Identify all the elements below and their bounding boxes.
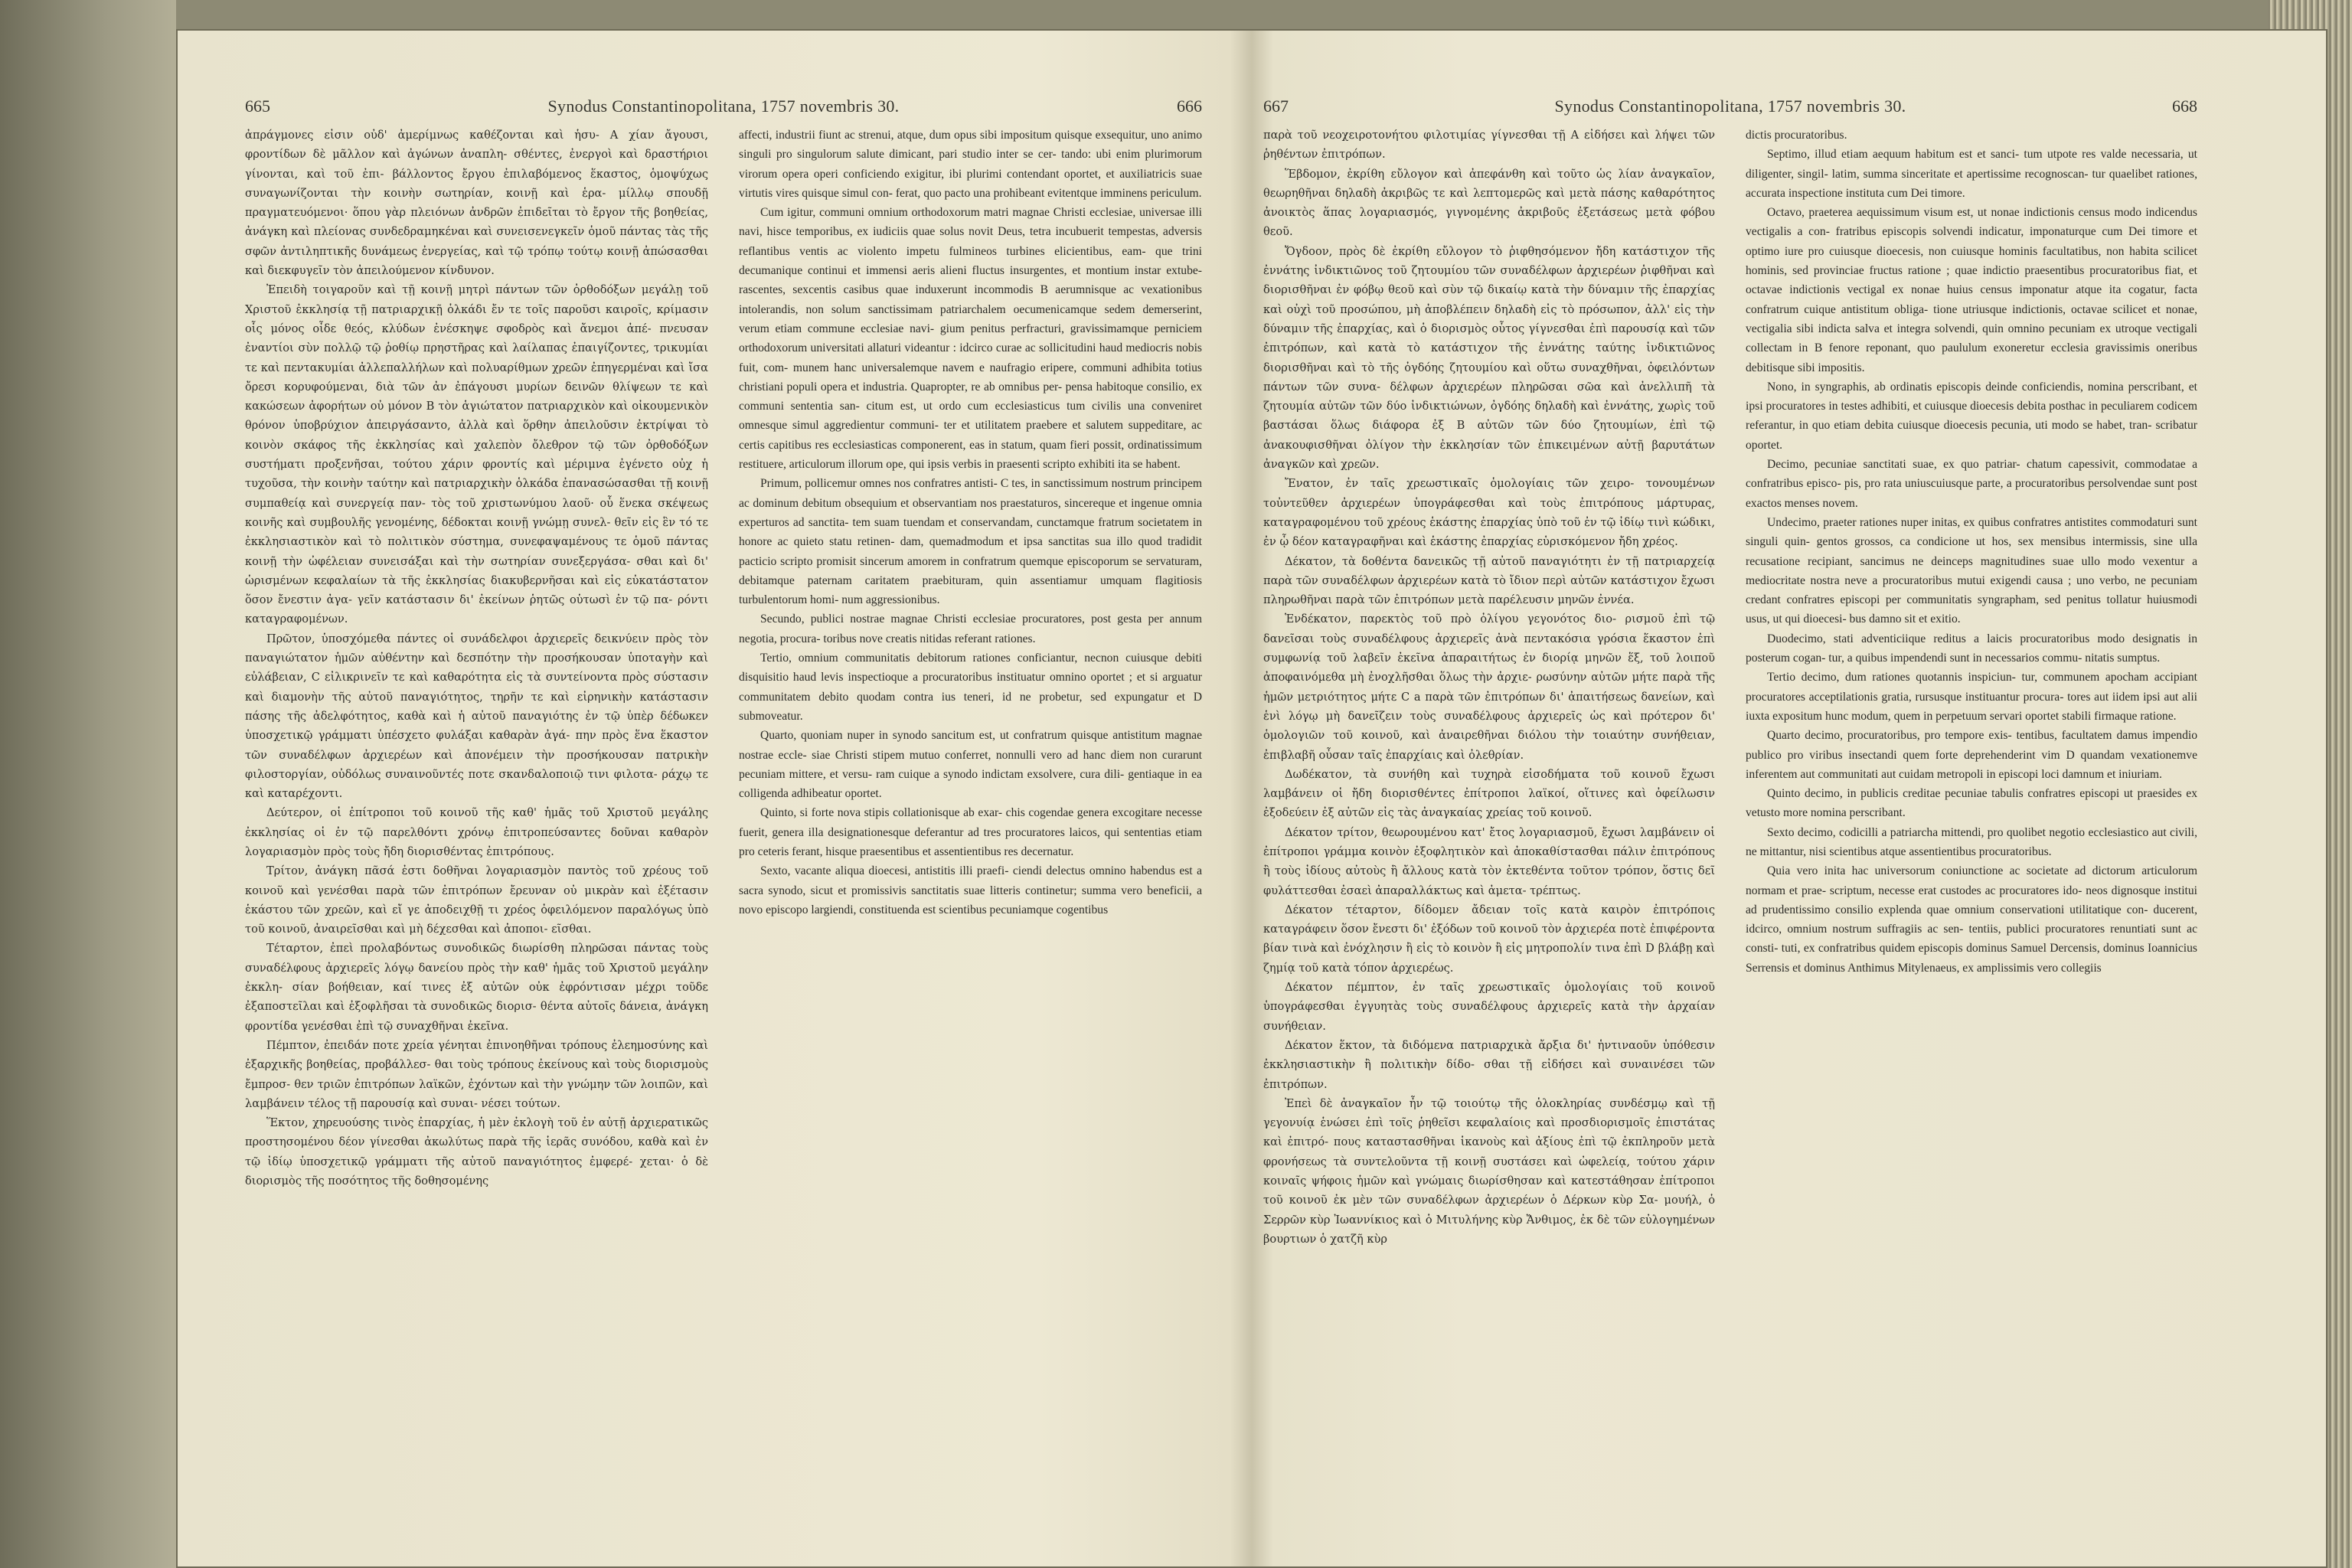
greek-paragraph: Δέκατον ἕκτον, τὰ διδόμενα πατριαρχικὰ ἄρξια δι' ἡντιναοῦν ὑπόθεσιν ἐκκλησιαστικὴν ἢ πολιτικὴν δίδο- σθαι τῇ εἰδήσει καὶ συναινέσει τῶν ἐπιτρόπων. — [1263, 1038, 1715, 1091]
greek-paragraph: Τρίτον, ἀνάγκη πᾶσά ἐστι δοθῆναι λογαριασμὸν παντὸς τοῦ χρέους τοῦ κοινοῦ καὶ γενέσθαι παρὰ τῶν ἐπιτρόπων ἔρευναν οὐ μικρὰν καὶ ἐξέτασιν ἑκάστου τῶν χρεῶν, καὶ εἴ γε ἀποδειχθῇ τι χρέος ὀφειλόμενον παραλόγως ὑπὸ τοῦ κοινοῦ, ἀναιρεῖσθαι καὶ μὴ δέχεσθαι καὶ ἀποποι- εῖσθαι. — [245, 864, 708, 936]
latin-column — [1746, 126, 2197, 1249]
latin-column — [739, 126, 1202, 1191]
greek-paragraph: Ἐπεὶ δὲ ἀναγκαῖον ἦν τῷ τοιούτῳ τῆς ὁλοκληρίας συνδέσμῳ καὶ τῇ γεγονυίᾳ ἑνώσει ἐπὶ τοῖς ῥηθεῖσι κεφαλαίοις καὶ προσδιορισμοῖς ἐπιστάτας καὶ ἐπιτρό- πους καταστασθῆναι ἱκανοὺς καὶ ἀξίους ἐπὶ τῷ ἐκπληροῦν μετὰ φρονήσεως τὰ συντελοῦντα τῇ κοινῇ συστάσει καὶ ὠφελείᾳ, τούτου χάριν κοιναῖς ψήφοις ἡμῶν καὶ γνώμαις διωρίσθησαν καὶ κατεστάθησαν ἐπίτροποι τοῦ κοινοῦ ἐκ μὲν τῶν συναδέλφων ἀρχιερέων ὁ Δέρκων κὺρ Σα- μουήλ, ὁ Σερρῶν κὺρ Ἰωαννίκιος καὶ ὁ Μιτυλήνης κὺρ Ἄνθιμος, ἐκ δὲ τῶν εὐλογημένων βουρτιων ὁ χατζῆ κὺρ — [1263, 1096, 1715, 1246]
greek-paragraph: Δωδέκατον, τὰ συνήθη καὶ τυχηρὰ εἰσοδήματα τοῦ κοινοῦ ἔχωσι λαμβάνειν οἱ ἤδη διορισθέντες ἐπίτροποι λαϊκοί, οἵτινες καὶ ὀφείλωσιν ἐξοδεύειν ἐξ αὐτῶν εἰς τὰς ἀναγκαίας χρείας τοῦ κοινοῦ. — [1263, 767, 1715, 820]
page-number-666: 666 — [1176, 96, 1202, 116]
latin-paragraph: Quinto decimo, in publicis creditae pecuniae tabulis confratres episcopi ut praesides ex vetusto more nomina perscribant. — [1746, 787, 2197, 820]
latin-paragraph: Quinto, si forte nova stipis collationisque ab exar- chis cogendae genera excogitare necesse fuerit, genera illa designationesque deferantur ad tres procuratores laicos, qui sententias etiam pro ceteris ferant, hisque praesentibus et assentientibus res decernatur. — [739, 806, 1202, 858]
greek-paragraph: Ἑνδέκατον, παρεκτὸς τοῦ πρὸ ὀλίγου γεγονότος διο- ρισμοῦ ἐπὶ τῷ δανεῖσαι τοὺς συναδέλφους ἀρχιερεῖς ἀνὰ πεντακόσια γρόσια ἕκαστον ἐπὶ συμφωνίᾳ τοῦ λαβεῖν ἐκεῖνα ἀπαραιτήτως ἐν διορίᾳ μηνῶν ἕξ, τοῦ λοιποῦ ἀποφαινόμεθα μὴ ἐνοχλῆσθαι ὅλως τὴν ἀρχιε- ρωσύνην αὐτῶν μήτε παρὰ τῆς ἡμῶν μετριότητος μήτε C a παρὰ τῶν ἐπιτρόπων δι' ἀπαιτήσεως δανείων, καὶ ἑνὶ λόγῳ μὴ δανεῖζειν τοὺς συναδέλφους ἀρχιερεῖς ὡς καὶ πρότερον δι' ὁμολογιῶν τοῦ κοινοῦ, καὶ ἀναιρεθῆναι διόλου τὴν τοιαύτην συνήθειαν, ἐπιβλαβῆ οὖσαν ταῖς ἐπαρχίαις καὶ ὀλεθρίαν. — [1263, 612, 1715, 762]
left-running-head — [245, 96, 1202, 116]
book-left-edge — [0, 0, 176, 1568]
latin-paragraph: Duodecimo, stati adventiciique reditus a laicis procuratoribus modo designatis in posterum cogan- tur, a quibus impendendi sunt in necessarios commu- nitatis sumptus. — [1746, 632, 2197, 665]
latin-paragraph: Septimo, illud etiam aequum habitum est et sanci- tum utpote res valde necessaria, ut diligenter, singil- latim, summa sinceritate et apertissime recognoscan- tur quaelibet rationes, accurata inspectione instituta cum Dei timore. — [1746, 148, 2197, 200]
left-page — [245, 29, 1202, 1568]
latin-paragraph: Octavo, praeterea aequissimum visum est, ut nonae indictionis census modo indicendus vectigalis a con- fratribus episcopis solvendi indicatur, imponaturque cum Dei timore et optimo iure pro cuiusque dioecesis, non cuiusque hominis facultatibus, non habita scilicet hominis, sed provinciae fructus ratione ; quae indictio praesentibus procuratoribus fiat, et octavae indictionis vectigal ex nonae huius census imponatur atque ita cogatur, facta confratrum cuique antistitum obliga- tione utriusque indictionis, octavae scilicet et nonae, vectigalia sibi indicta salva et integra solvendi, quin omnino pecuniam ex utroque vectigali collectam in B fenore reponant, quo paululum exoneretur ecclesia gravissimis oneribus debitisque sibi impositis. — [1746, 206, 2197, 374]
latin-paragraph: Quarto decimo, procuratoribus, pro tempore exis- tentibus, facultatem damus impendio publico pro viribus insectandi quem forte deprehenderint vim D quandam vexationemve inferentem aut communitati aut cuidam metropoli in episcopi loci damnum et iniuriam. — [1746, 729, 2197, 781]
greek-paragraph: Πέμπτον, ἐπειδάν ποτε χρεία γένηται ἐπινοηθῆναι τρόπους ἐλεημοσύνης καὶ ἐξαρχικῆς βοηθείας, προβάλλεσ- θαι τοὺς τρόπους ἐκείνους καὶ τοὺς διορισμοὺς ἔμπροσ- θεν τριῶν ἐπιτρόπων λαϊκῶν, ἐχόντων καὶ τὴν γνώμην τῶν λοιπῶν, καὶ λαμβάνειν τέλος τῇ παρουσίᾳ καὶ συναι- νέσει τούτων. — [245, 1038, 708, 1110]
greek-paragraph: Ἕκτον, χηρευούσης τινὸς ἐπαρχίας, ἡ μὲν ἐκλογὴ τοῦ ἐν αὐτῇ ἀρχιερατικῶς προστησομένου δέον γίνεσθαι ἀκωλύτως παρὰ τῆς ἱερᾶς συνόδου, καθὰ καὶ ἐν τῷ ἰδίῳ ὑποσχετικῷ γράμματι τῆς αὐτοῦ παναγιότητος ἐμφερέ- χεται· ὁ δὲ διορισμὸς τῆς ποσότητος τῆς δοθησομένης — [245, 1116, 708, 1188]
latin-paragraph: Quarto, quoniam nuper in synodo sancitum est, ut confratrum quisque antistitum magnae nostrae eccle- siae Christi stipem mutuo conferret, nonnulli vero ad hanc diem non curarunt pecuniam mittere, et versu- ram cuique a synodo indictam exsolvere, cura dili- gentiaque in ea colligenda adhibeatur oportet. — [739, 729, 1202, 801]
left-page-columns — [245, 126, 1202, 1191]
greek-paragraph: Δέκατον πέμπτον, ἐν ταῖς χρεωστικαῖς ὁμολογίαις τοῦ κοινοῦ ὑπογράφεσθαι ἐγγυητὰς τοὺς συναδέλφους ἀρχιερεῖς κατὰ τὴν ἀρχαίαν συνήθειαν. — [1263, 981, 1715, 1033]
greek-column — [1263, 126, 1715, 1249]
latin-paragraph: Tertio, omnium communitatis debitorum rationes conficiantur, necnon cuiusque debiti disquisitio haud levis inspectioque a procuratoribus instituatur omnino oportet ; et si arguatur communitatem debito quodam contra ius teneri, id ne probetur, sed expungatur et D submoveatur. — [739, 652, 1202, 723]
page-number-665: 665 — [245, 96, 270, 116]
greek-column — [245, 126, 708, 1191]
greek-paragraph: Ἕβδομον, ἐκρίθη εὔλογον καὶ ἀπεφάνθη καὶ τοῦτο ὡς λίαν ἀναγκαῖον, θεωρηθῆναι δηλαδὴ ἀκριβῶς τε καὶ λεπτομερῶς καὶ μετὰ πάσης καθαρότητος ἀνοικτὸς ἅπας λογαριασμός, γιγνομένης ἀκριβοῦς ἐξετάσεως μετὰ φόβου θεοῦ. — [1263, 167, 1715, 239]
greek-paragraph: Ἔνατον, ἐν ταῖς χρεωστικαῖς ὁμολογίαις τῶν χειρο- τονουμένων τοὐντεῦθεν ἀρχιερέων ὑπογράφεσθαι καὶ τοὺς ἐπιτρόπους μάρτυρας, καταγραφομένου τοῦ χρέους ἑκάστης ἐπαρχίας ὑπὸ τοῦ ἐν τῷ ἰδίῳ τινὶ κώδικι, ἐν ᾧ δέον καταγραφῆναι καὶ ἑκάστης ἐπαρχίας εὑρισκόμενον ἤδη χρέος. — [1263, 477, 1715, 549]
greek-paragraph: Δεύτερον, οἱ ἐπίτροποι τοῦ κοινοῦ τῆς καθ' ἡμᾶς τοῦ Χριστοῦ μεγάλης ἐκκλησίας οἱ ἐν τῷ παρελθόντι χρόνῳ ἐπιτροπεύσαντες δοῦναι καθαρὸν λογαριασμὸν πρὸς τοὺς ἤδη διορισθέντας ἐπιτρόπους. — [245, 806, 708, 858]
greek-paragraph: Δέκατον, τὰ δοθέντα δανεικῶς τῇ αὐτοῦ παναγιότητι ἐν τῇ πατριαρχείᾳ παρὰ τῶν συναδέλφων ἀρχιερέων κατὰ τὸ ἴδιον περὶ αὐτῶν κατάστιχον ἔχωσι πληρωθῆναι παρὰ τῶν ἐπιτρόπων μετὰ παρέλευσιν μηνῶν ἐννέα. — [1263, 554, 1715, 607]
latin-paragraph: Tertio decimo, dum rationes quotannis inspiciun- tur, communem apocham accipiant procuratores acceptilationis gratia, rursusque instituantur procura- tores aut iidem ipsi aut alii iuxta expositum hunc modum, quem in perpetuum servari oportet stabili firmaque ratione. — [1746, 671, 2197, 723]
latin-paragraph: Sexto decimo, codicilli a patriarcha mittendi, pro quolibet negotio ecclesiastico aut civili, ne mittantur, nisi scientibus atque assentientibus procuratoribus. — [1746, 825, 2197, 858]
greek-paragraph: Ἐπειδὴ τοιγαροῦν καὶ τῇ κοινῇ μητρὶ πάντων τῶν ὀρθοδόξων μεγάλῃ τοῦ Χριστοῦ ἐκκλησίᾳ τῇ πατριαρχικῇ ὁλκάδι ἔν τε τοῖς παροῦσι καιροῖς, κρίμασιν οἷς μόνος οἶδε θεός, κλύδων ἐνέσκηψε σφοδρὸς καὶ ἄνεμοι ἀπέ- πνευσαν ἐναντίοι σὺν πολλῷ τῷ ῥοθίῳ πρηστῆρας καὶ λαίλαπας ἐπαιγίζοντες, τρικυμίαι τε καὶ πεντακυμίαι ἀλλεπαλλήλων καὶ πολυαρίθμων χρεῶν ἐπηγερμέναι καὶ ἴσα ὄρεσι κορυφούμεναι, διὰ τῶν ἀν ἐπάγουσι μυρίων δεινῶν θλίψεων τε καὶ κακώσεων ἀφορήτων οὐ μόνον B τὸν ἁγιώτατον πατριαρχικὸν καὶ οἰκουμενικὸν θρόνον ὑποβρύχιον ἀπειργάσαντο, ἀλλὰ καὶ ὅρθην ἀπειλοῦσιν ἐκτρίψαι τὸ κοινὸν σκάφος τῆς ἐκκλησίας καὶ χαλεπὸν ὄλεθρον τῷ τῶν ὀρθοδόξων συστήματι προξενῆσαι, τούτου χάριν φροντίς καὶ μέριμνα ἐγένετο οὐχ ἡ τυχοῦσα, τὴν κοινὴν ταύτην καὶ πατριαρχικὴν ὁλκάδα ἐπανασώσασθαι τῇ κοινῇ συμπαθείᾳ καὶ συνεργείᾳ παν- τὸς τοῦ χριστωνύμου λαοῦ· οὗ ἕνεκα σκέψεως κοινῆς καὶ συμβουλῆς γενομένης, δέδοκται κοινῇ γνώμῃ συνελ- θεῖν εἰς ἓν τό τε ἐκκλησιαστικὸν καὶ τὸ πολιτικὸν σύστημα, συνεφαψαμένους τε ὁμοῦ πάντας κοινῇ τὴν ὠφέλειαν συνεισάξαι καὶ τὴν σωτηρίαν συνεξεργάσα- σθαι καὶ δι' ὡρισμένων κεφαλαίων τὰ τῆς ἐκκλησίας διακυβερνῆσαι καὶ εἰς εὐκατάστατον ὅσον ἔνεστιν ἀγα- γεῖν κατάστασιν δι' ἐκείνων ῥητῶς οὑτωσὶ ἐν τῷ πα- ρόντι καταγραφομένων. — [245, 283, 708, 626]
latin-paragraph: Secundo, publici nostrae magnae Christi ecclesiae procuratores, post gesta per annum negotia, procura- toribus nove creatis nitidas referant rationes. — [739, 612, 1202, 645]
latin-paragraph: affecti, industrii fiunt ac strenui, atque, dum opus sibi impositum quisque exsequitur, uno animo singuli pro singulorum salute dimicant, pari studio inter se cer- tando: ubi enim plurimorum virorum opera operi conficiendo exigitur, ibi plurimi contendant oportet, et auxiliatricis suae virtutis vires quisque simul con- ferat, quo pacto una prohibeant evitentque imminens periculum. — [739, 129, 1202, 200]
greek-paragraph: Πρῶτον, ὑποσχόμεθα πάντες οἱ συνάδελφοι ἀρχιερεῖς δεικνύειν πρὸς τὸν παναγιώτατον ἡμῶν αὐθέντην καὶ δεσπότην τὴν προσήκουσαν ὑποταγὴν καὶ εὐλάβειαν, C εἰλικρινεῖν τε καὶ καθαρότητα εἰς τὰ συντείνοντα πρὸς σύστασιν καὶ διαμονὴν τῆς αὐτοῦ παναγιότητος, τηρῆν τε καὶ εἰρηνικὴν κατάστασιν πάσης τῆς ἀδελφότητος, καθὰ καὶ ἡ αὐτοῦ παναγιότης ἐν τῷ ὑπὲρ δέδωκεν ὑποσχετικῷ γράμματι ὑπέσχετο φυλάξαι καθαρὰν ἀγά- πην πρὸς ἕνα ἕκαστον τῶν συναδέλφων ἀρχιερέων καὶ ἀπονέμειν τὴν προσήκουσαν πατρικὴν φιλοστοργίαν, οὐδόλως συναινοῦντές ποτε σκανδαλοποιῷ τινι φιλοτα- ράχῳ τε καὶ καταρέχοντι. — [245, 632, 708, 801]
page-number-667: 667 — [1263, 96, 1289, 116]
greek-paragraph: Δέκατον τρίτον, θεωρουμένου κατ' ἔτος λογαριασμοῦ, ἔχωσι λαμβάνειν οἱ ἐπίτροποι γράμμα κοινὸν ἐξοφλητικὸν καὶ ἀποκαθίστασθαι πάλιν ἐπιτρόπους ἢ τοὺς ἰδίους αὐτοὺς ἢ ἄλλους κατὰ τὸν ἐκτεθέντα τοῦτον τρόπον, ὅστις δεῖ φυλάττεσθαι ἐσαεὶ ἀπαραλλάκτως καὶ ἀμετα- τρέπτως. — [1263, 825, 1715, 897]
latin-paragraph: Cum igitur, communi omnium orthodoxorum matri magnae Christi ecclesiae, universae illi navi, hisce temporibus, ex iudiciis quae solus novit Deus, tetra incubuerit tempestas, adversis reflantibus ventis ac violento impetu fulmineos turbines elicientibus, eam- que trini decumanique continui et immensi aeris alieni fluctus insurgentes, et montium instar extube- rascentes, sexcentis casibus quae induxerunt incommodis B aerumnisque ac vexationibus intolerandis, non solum sanctissimam patriarchalem oecumenicamque sedem demerserint, verum etiam commune ecclesiae navi- gium penitus perfracturi, gravissimamque perniciem orthodoxorum universitati allaturi videantur : idcirco curae ac sollicitudini haud mediocris nobis fuit, com- munem hanc universalemque navem e naufragio eripere, communi adhibita totius christiani populi opera et industria. Quapropter, re ab omnibus per- pensa habitoque consilio, ex communi sententia san- citum est, ut ordo cum ecclesiasticus tum civilis una conveniret omnesque simul aggredientur communi- ter et utilitatem praebere et salutem suppeditare, ac certis capitibus res ecclesiasticas componerent, eas in statum, quam fieri possit, ordinatissimum restituere, articulorum illorum ope, qui ipsis verbis in praesenti scripto exhibiti ita se habent. — [739, 206, 1202, 472]
latin-paragraph: Undecimo, praeter rationes nuper initas, ex quibus confratres antistites commodaturi sunt singuli quin- gentos grossos, ca condicione ut hos, sex mensibus intermissis, sine ulla recusatione recipiant, sancimus ne deinceps magnitudines suae ullo modo vexentur a mediocritate nostra neve a procuratoribus mutui exigendi causa ; uno verbo, ne pecuniam credant confratres episcopi per communitatis syngrapham, sed penitus tollatur huiusmodi usus, ut qui dioecesi- bus damno sit et exitio. — [1746, 515, 2197, 626]
right-page — [1263, 29, 2197, 1568]
right-running-head — [1263, 96, 2197, 116]
greek-paragraph: ἀπράγμονες εἰσιν οὐδ' ἀμερίμνως καθέζονται καὶ ἡσυ- A χίαν ἄγουσι, φροντίδων δὲ μᾶλλον καὶ ἀγώνων ἀναπλη- σθέντες, ἐνεργοὶ καὶ δραστήριοι γίνονται, καὶ τοῦ ἐπι- βάλλοντος ἔργου ἐπιλαβόμενος ἕκαστος, ὁμοψύχως συναγωνίζονται τὴν κοινὴν σωτηρίαν, κοινῇ καὶ ἑρα- μίλλῳ σπουδῇ πραγματευόμενοι· ὅπου γὰρ πλειόνων ἀνδρῶν ἐπιδεῖται τὸ ἔργον τῆς βοηθείας, ἀνάγκη καὶ πλείονας συνδεδραμηκέναι καὶ συνεισενεγκεῖν ὁμοῦ πάντας τὰς τῆς σφῶν ἀντιληπτικῆς δυνάμεως ἐνεργείας, καὶ τῷ τρόπῳ τούτῳ κοινῇ ἀπώσασθαι καὶ διεκφυγεῖν τὸν ἀπειλούμενον κίνδυνον. — [245, 129, 708, 278]
latin-paragraph: Decimo, pecuniae sanctitati suae, ex quo patriar- chatum capessivit, commodatae a confratribus episco- pis, pro rata uniuscuiusque parte, a procuratoribus persolvendae sunt post exactos menses novem. — [1746, 458, 2197, 510]
book-spread — [176, 29, 2328, 1568]
running-title: Synodus Constantinopolitana, 1757 novembris 30. — [1554, 96, 1906, 116]
running-title: Synodus Constantinopolitana, 1757 novembris 30. — [547, 96, 900, 116]
greek-paragraph: παρὰ τοῦ νεοχειροτονήτου φιλοτιμίας γίγνεσθαι τῇ A εἰδήσει καὶ λήψει τῶν ῥηθέντων ἐπιτρόπων. — [1263, 129, 1715, 162]
latin-paragraph: Sexto, vacante aliqua dioecesi, antistitis illi praefi- ciendi delectus omnino habendus est a sacra synodo, sicut et promissivis sanctitatis suae litteris continetur; summa vero beneficii, a novo episcopo largiendi, constituenda est scientibus pecuniamque cogentibus — [739, 864, 1202, 916]
right-page-columns — [1263, 126, 2197, 1249]
latin-paragraph: Quia vero inita hac universorum coniunctione ac societate ad dictorum articulorum normam et prae- scriptum, necesse erat custodes ac procuratores ido- neos dignosque institui ad prudentissimo consilio explenda quae omnium conservationi utilitatique con- ducerent, idcirco, omnium nostrum suffragiis ac sen- tentiis, publici procuratores renuntiati sunt ac consti- tuti, ex confratribus quidem episcopis dominus Samuel Dercensis, dominus Ioannicius Serrensis et dominus Anthimus Mitylenaeus, ex amplissimis vero collegiis — [1746, 864, 2197, 975]
greek-paragraph: Ὄγδοον, πρὸς δὲ ἐκρίθη εὔλογον τὸ ῥιφθησόμενον ἤδη κατάστιχον τῆς ἐννάτης ἰνδικτιῶνος τοῦ ζητουμίου τῶν συναδέλφων ἀρχιερέων ῥιφθῆναι καὶ διορισθῆναι ἐν φόβῳ θεοῦ καὶ σὺν τῷ δικαίῳ κατὰ τὴν δύναμιν τῆς ἐπαρχίας καὶ οὐχὶ τοῦ προσώπου, μὴ ἀποβλέπειν δηλαδὴ εἰς τὸ πρόσωπον, ἀλλ' εἰς τὴν δύναμιν τῆς ἐπαρχίας, καὶ ὁ διορισμὸς οὗτος γίγνεσθαι ἐπὶ παρουσίᾳ καὶ τῶν ἐπιτρόπων, καὶ κατὰ τὸ κατάστιχον τῆς ἐννάτης ταύτης ἰνδικτιῶνος διορισθῆναι καὶ τὸ τῆς ὀγδόης ζητουμίου καὶ οὕτω συναχθῆναι, ὀφειλόντων πάντων τῶν συνα- δέλφων ἀρχιερέων πληρῶσαι σῶα καὶ ἀνελλιπῆ τὰ ζητουμία αὐτῶν τῶν δύο ἰνδικτιώνων, ὀγδόης δηλαδὴ καὶ ἐννάτης, χωρὶς τοῦ βαστάσαι ὅλως διάφορα ἐξ B αὐτῶν τῶν δύο ζητουμίων, ἐπὶ τῷ ἀνακουφισθῆναι ὀλίγον τὴν ἐκκλησίαν τῶν ἐπικειμένων αὐτῇ βαρυτάτων ἀναγκῶν καὶ χρεῶν. — [1263, 244, 1715, 472]
latin-paragraph: Nono, in syngraphis, ab ordinatis episcopis deinde conficiendis, nomina perscribant, et ipsi procuratores in testes adhibiti, et cuiusque dioecesis debita posthac in peculiarem codicem referantur, in quo etiam debita cuiusque dioecesis pecunia, uti modo se habet, tran- scribatur oportet. — [1746, 380, 2197, 452]
greek-paragraph: Δέκατον τέταρτον, δίδομεν ἄδειαν τοῖς κατὰ καιρὸν ἐπιτρόποις καταγράφειν ὅσον ἔνεστι δι' ἐξόδων τοῦ κοινοῦ τὸν ἀρχιερέα ποτὲ ἐπιφέροντα βίαν τινὰ καὶ ἐνόχλησιν ἢ εἰς τὸ κοινὸν ἢ εἰς μητροπολίν τινα ἐπὶ D βλάβῃ καὶ ζημίᾳ τοῦ κατὰ τόπον ἀρχιερέως. — [1263, 903, 1715, 975]
page-number-668: 668 — [2171, 96, 2197, 116]
latin-paragraph: dictis procuratoribus. — [1746, 129, 1847, 142]
greek-paragraph: Τέταρτον, ἐπεὶ προλαβόντως συνοδικῶς διωρίσθη πληρῶσαι πάντας τοὺς συναδέλφους ἀρχιερεῖς λόγῳ δανείου πρὸς τὴν καθ' ἡμᾶς τοῦ Χριστοῦ μεγάλην ἐκκλη- σίαν βοήθειαν, καί τινες ἐξ αὐτῶν οὐκ ἐφρόντισαν μέχρι τοῦδε ἐξαποστεῖλαι καὶ ἐξοφλῆσαι τὰ συνοδικῶς διορισ- θέντα αὐτοῖς δάνεια, ἀνάγκη φροντίδα γενέσθαι ἐπὶ τῷ συναχθῆναι ἐκεῖνα. — [245, 942, 708, 1033]
latin-paragraph: Primum, pollicemur omnes nos confratres antisti- C tes, in sanctissimum nostrum principem ac dominum debitum obsequium et observantiam nos praestaturos, sincereque et ingenue omnia experturos ad sanctita- tem suam tuendam et conservandam, cunctamque fratrum societatem in honore ac quieto statu retinen- dam, quemadmodum et ipsa sanctitas sua illo quod tradidit pacticio scripto promisit sincerum amorem in confratrum quemque episcoporum se servaturam, debitamque paternam caritatem praebituram, quin assentiamur umquam flagitiosis turbulentorum homi- num aggressionibus. — [739, 477, 1202, 607]
